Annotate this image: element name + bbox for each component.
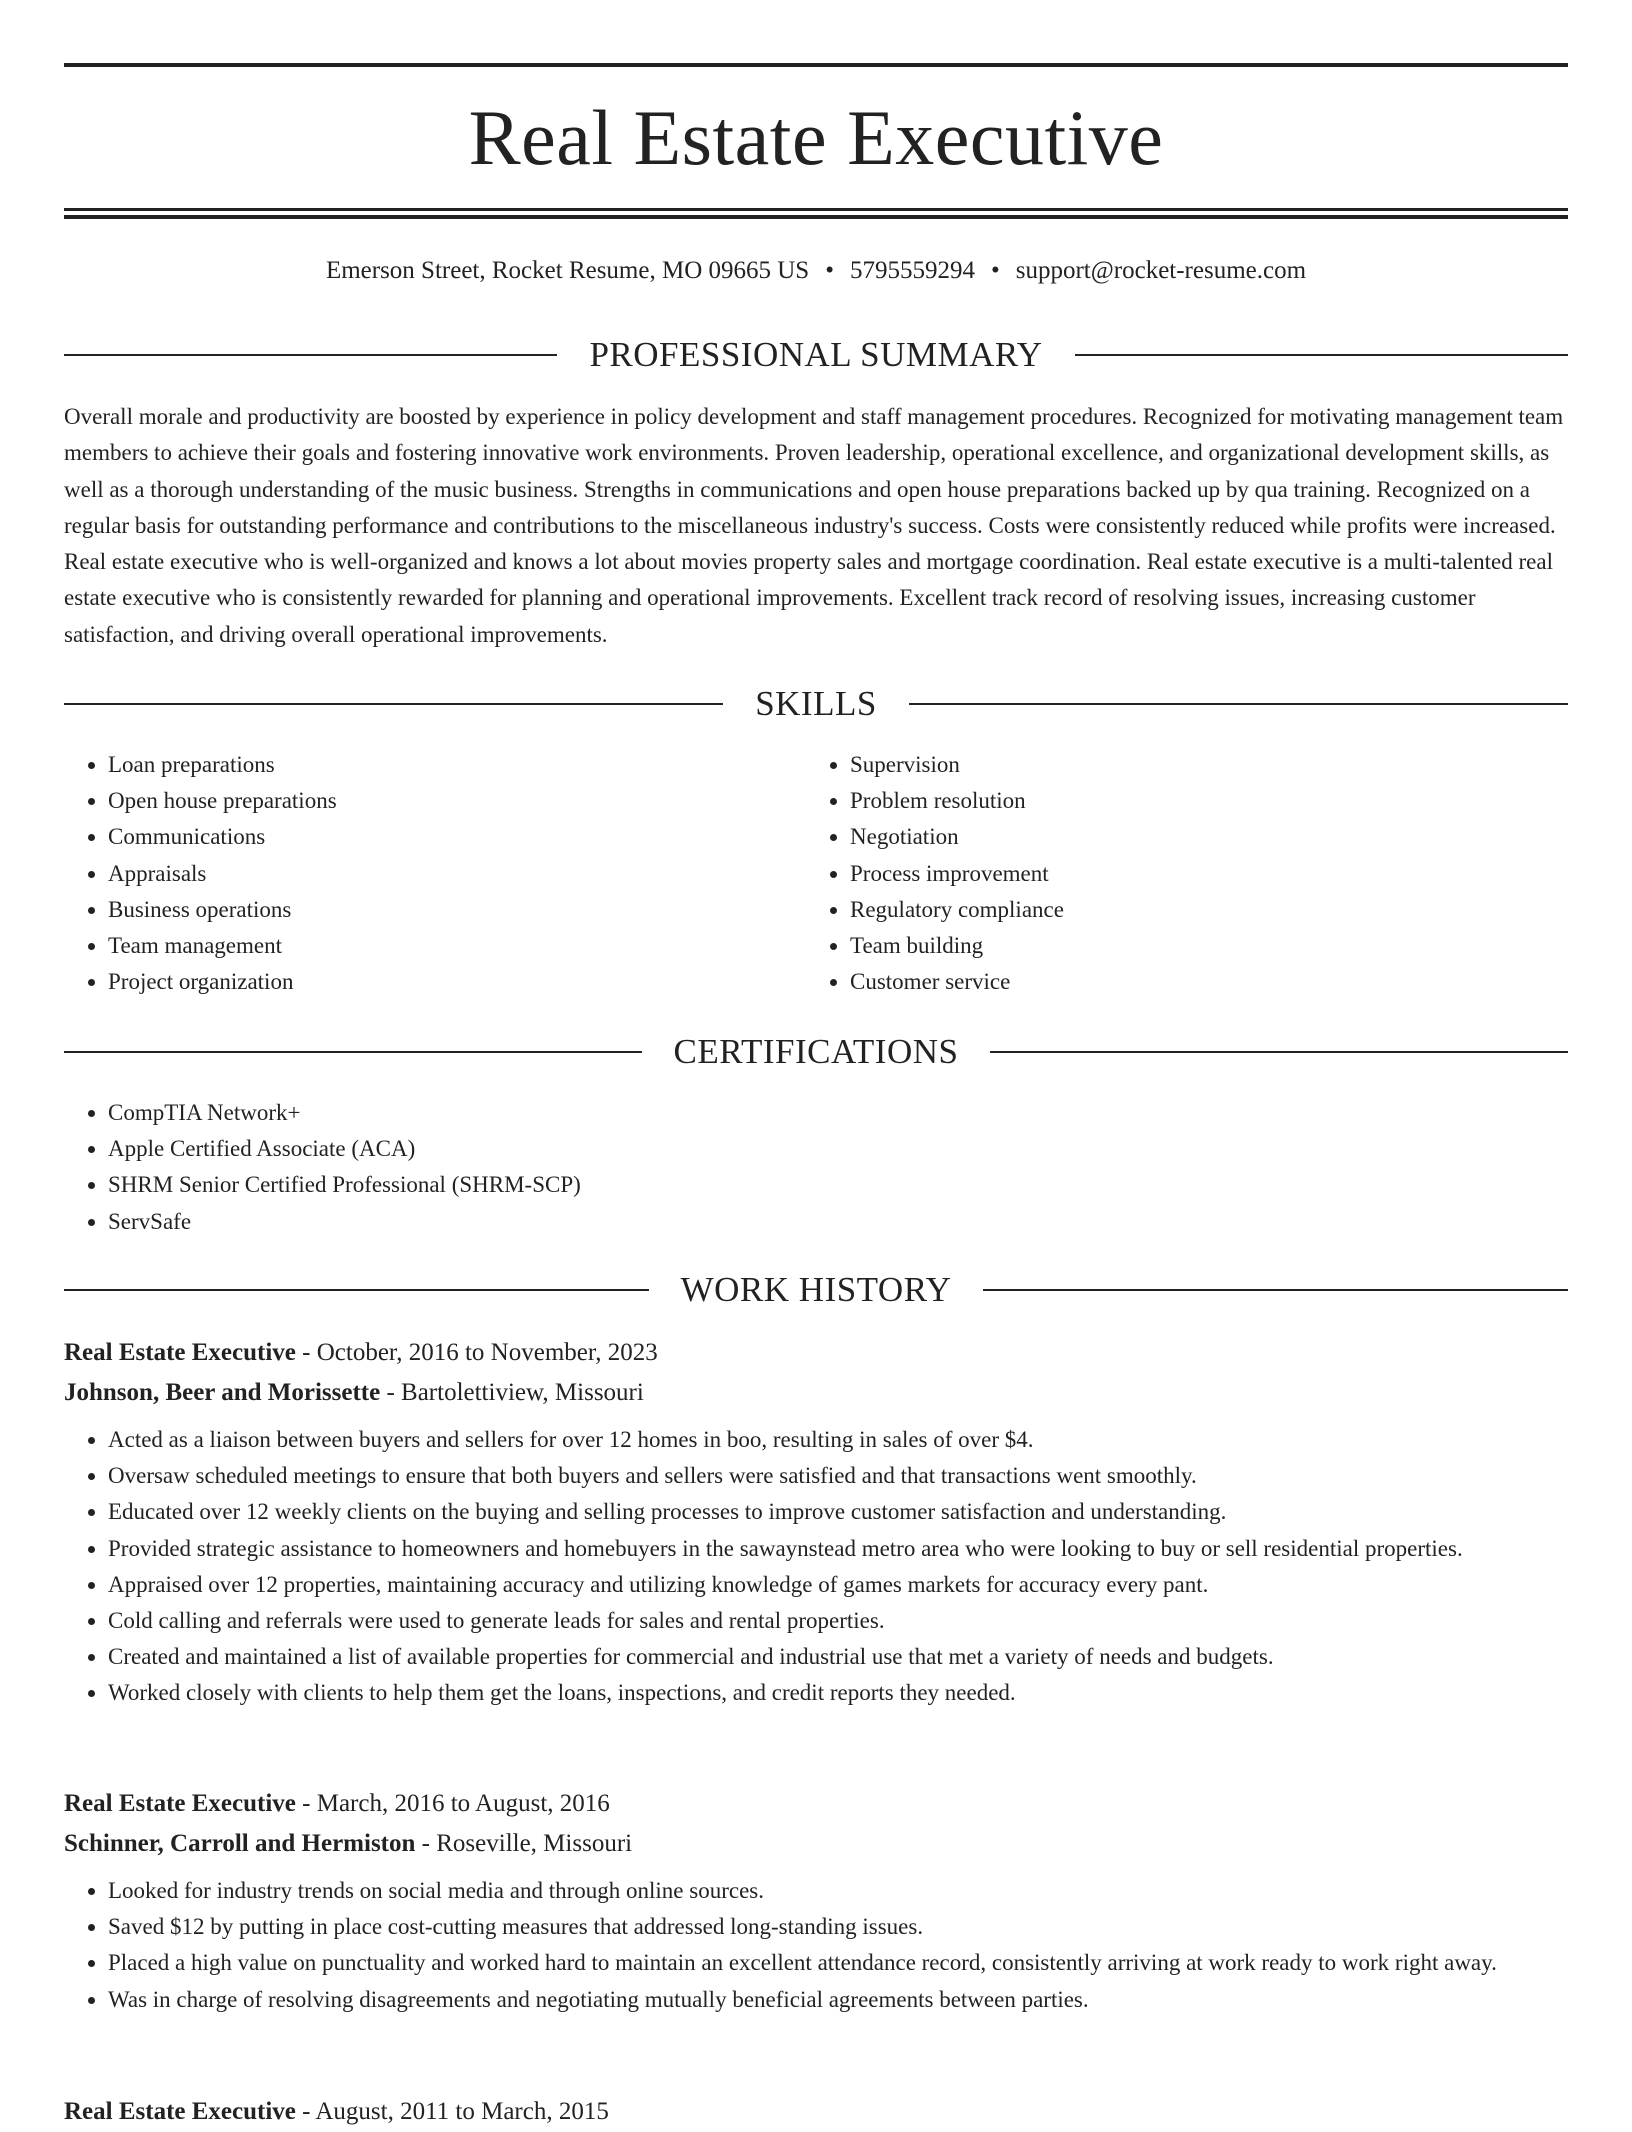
header-rule-lower bbox=[64, 215, 1568, 219]
skill-item: • Communications bbox=[108, 819, 764, 855]
skill-item: • Project organization bbox=[108, 964, 764, 1000]
job-bullet: • Acted as a liaison between buyers and sellers for over 12 homes in boo, resulting in sales of over $4. bbox=[108, 1422, 1568, 1458]
heading-rule-right bbox=[909, 703, 1568, 705]
heading-rule-right bbox=[1075, 354, 1568, 356]
job-entry bbox=[64, 1333, 1568, 1712]
job-bullet: • Placed a high value on punctuality and worked hard to maintain an excellent attendance record, consistently arriving at work ready to work right away. bbox=[108, 1945, 1568, 1981]
job-dates: March, 2016 to August, 2016 bbox=[316, 1790, 610, 1817]
contact-line bbox=[64, 254, 1568, 288]
header-rule-upper bbox=[64, 208, 1568, 211]
skill-item: • Appraisals bbox=[108, 856, 764, 892]
heading-rule-left bbox=[64, 354, 557, 356]
job-title: Real Estate Executive bbox=[64, 2098, 296, 2125]
job-title-line: Real Estate Executive - October, 2016 to November, 2023 bbox=[64, 1339, 658, 1366]
job-bullet: • Looked for industry trends on social media and through online sources. bbox=[108, 1873, 1568, 1909]
job-entry bbox=[64, 2092, 1568, 2132]
summary-heading: PROFESSIONAL SUMMARY bbox=[589, 335, 1043, 374]
skill-item: • Problem resolution bbox=[850, 783, 1506, 819]
heading-rule-right bbox=[983, 1289, 1568, 1291]
heading-rule-left bbox=[64, 703, 723, 705]
job-title-line: Real Estate Executive - August, 2011 to March, 2015 bbox=[64, 2098, 609, 2125]
heading-rule-left bbox=[64, 1289, 649, 1291]
job-bullet: • Provided strategic assistance to homeowners and homebuyers in the sawaynstead metro area who were looking to buy or sell residential properties. bbox=[108, 1531, 1568, 1567]
resume-name: Real Estate Executive bbox=[468, 94, 1164, 181]
skills-right-column bbox=[806, 747, 1506, 1000]
skill-item: • Negotiation bbox=[850, 819, 1506, 855]
certification-item: • CompTIA Network+ bbox=[108, 1095, 1568, 1131]
certification-item: • SHRM Senior Certified Professional (SHRM-SCP) bbox=[108, 1167, 1568, 1203]
skill-item: • Loan preparations bbox=[108, 747, 764, 783]
skills-left-column bbox=[64, 747, 764, 1000]
job-company-line: Schinner, Carroll and Hermiston - Roseville, Missouri bbox=[64, 1830, 633, 1857]
certifications-block bbox=[64, 1095, 1568, 1240]
job-bullet: • Oversaw scheduled meetings to ensure that both buyers and sellers were satisfied and that transactions went smoothly. bbox=[108, 1458, 1568, 1494]
job-dates: August, 2011 to March, 2015 bbox=[315, 2098, 609, 2125]
job-bullet: • Was in charge of resolving disagreements and negotiating mutually beneficial agreements between parties. bbox=[108, 1982, 1568, 2018]
heading-rule-left bbox=[64, 1051, 642, 1053]
skill-item: • Supervision bbox=[850, 747, 1506, 783]
job-bullet: • Saved $12 by putting in place cost-cutting measures that addressed long-standing issues. bbox=[108, 1909, 1568, 1945]
job-bullet: • Educated over 12 weekly clients on the buying and selling processes to improve customer satisfaction and understanding. bbox=[108, 1494, 1568, 1530]
skill-item: • Regulatory compliance bbox=[850, 892, 1506, 928]
summary-text: Overall morale and productivity are boosted by experience in policy development and staff management procedures. Recognized for motivating management team members to achieve their goals and fostering innovative work environments. Proven leadership, operational excellence, and organizational development skills, as well as a thorough understanding of the music business. Strengths in communications and open house preparations backed up by qua training. Recognized on a regular basis for outstanding performance and contributions to the miscellaneous industry's success. Costs were consistently reduced while profits were increased. Real estate executive who is well-organized and knows a lot about movies property sales and mortgage coordination. Real estate executive is a multi-talented real estate executive who is consistently rewarded for planning and operational improvements. Excellent track record of resolving issues, increasing customer satisfaction, and driving overall operational improvements. bbox=[64, 404, 1564, 647]
job-company: Johnson, Beer and Morissette bbox=[64, 1379, 381, 1406]
job-location: Bartolettiview, Missouri bbox=[401, 1379, 644, 1406]
job-title-line: Real Estate Executive - March, 2016 to August, 2016 bbox=[64, 1790, 610, 1817]
job-location: Roseville, Missouri bbox=[436, 1830, 633, 1857]
certification-item: • Apple Certified Associate (ACA) bbox=[108, 1131, 1568, 1167]
job-bullet: • Created and maintained a list of available properties for commercial and industrial use that met a variety of needs and budgets. bbox=[108, 1639, 1568, 1675]
work-history-section-heading bbox=[64, 1268, 1568, 1312]
job-title: Real Estate Executive bbox=[64, 1339, 296, 1366]
skills-list-left bbox=[64, 747, 764, 1000]
job-title: Real Estate Executive bbox=[64, 1790, 296, 1817]
skills-heading: SKILLS bbox=[755, 684, 877, 723]
contact-email: support@rocket-resume.com bbox=[1015, 257, 1307, 284]
skills-section-heading bbox=[64, 682, 1568, 726]
contact-address: Emerson Street, Rocket Resume, MO 09665 US bbox=[325, 257, 810, 284]
skill-item: • Team building bbox=[850, 928, 1506, 964]
certification-item: • ServSafe bbox=[108, 1204, 1568, 1240]
skill-item: • Customer service bbox=[850, 964, 1506, 1000]
job-bullet: • Worked closely with clients to help them get the loans, inspections, and credit reports they needed. bbox=[108, 1675, 1568, 1711]
skill-item: • Business operations bbox=[108, 892, 764, 928]
certifications-section-heading bbox=[64, 1030, 1568, 1074]
contact-separator: • bbox=[825, 257, 834, 284]
job-company-line: Johnson, Beer and Morissette - Bartolettiview, Missouri bbox=[64, 1379, 644, 1406]
job-company: Schinner, Carroll and Hermiston bbox=[64, 1830, 416, 1857]
work-history-heading: WORK HISTORY bbox=[680, 1270, 952, 1309]
skill-item: • Open house preparations bbox=[108, 783, 764, 819]
summary-section-heading bbox=[64, 333, 1568, 377]
skill-item: • Team management bbox=[108, 928, 764, 964]
certifications-list bbox=[64, 1095, 1568, 1240]
job-bullet: • Appraised over 12 properties, maintaining accuracy and utilizing knowledge of games markets for accuracy every pant. bbox=[108, 1567, 1568, 1603]
header-top-rule bbox=[64, 63, 1568, 67]
contact-phone: 5795559294 bbox=[849, 257, 975, 284]
skills-list-right bbox=[806, 747, 1506, 1000]
job-dates: October, 2016 to November, 2023 bbox=[316, 1339, 658, 1366]
job-bullets bbox=[64, 1873, 1568, 2018]
skill-item: • Process improvement bbox=[850, 856, 1506, 892]
heading-rule-right bbox=[990, 1051, 1568, 1053]
job-bullet: • Cold calling and referrals were used to generate leads for sales and rental properties. bbox=[108, 1603, 1568, 1639]
job-bullets bbox=[64, 1422, 1568, 1712]
certifications-heading: CERTIFICATIONS bbox=[673, 1032, 959, 1071]
contact-separator: • bbox=[990, 257, 1000, 284]
job-entry bbox=[64, 1784, 1568, 2018]
